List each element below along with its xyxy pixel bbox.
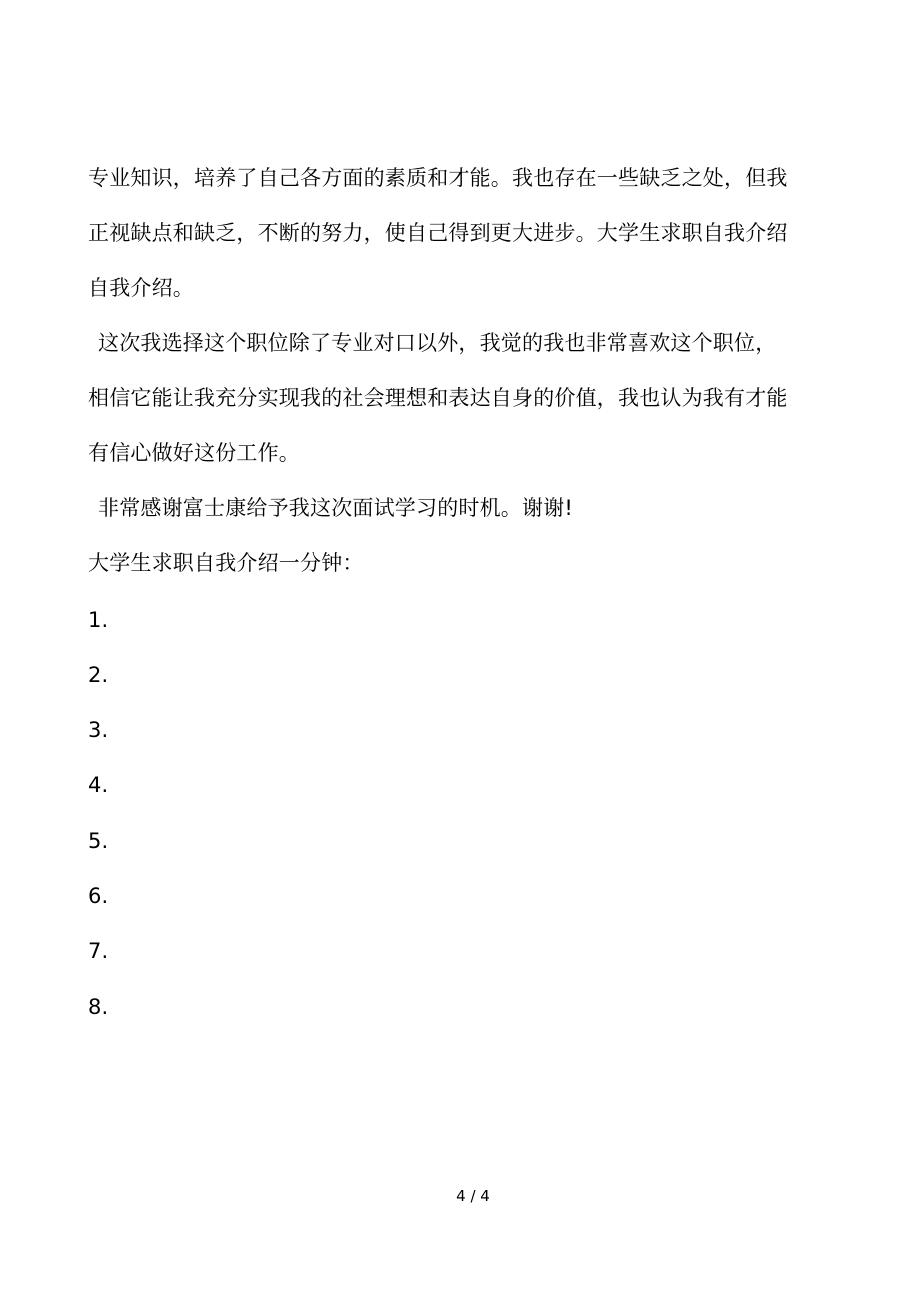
paragraph-1-line-2: 正视缺点和缺乏，不断的努力，使自己得到更大进步。大学生求职自我介绍 — [88, 221, 788, 245]
list-item: 1. — [88, 608, 109, 632]
paragraph-3: 非常感谢富士康给予我这次面试学习的时机。谢谢! — [98, 496, 574, 520]
list-item: 3. — [88, 718, 109, 742]
list-item: 5. — [88, 829, 109, 853]
paragraph-2-line-3: 有信心做好这份工作。 — [88, 441, 300, 465]
page-number: 4 / 4 — [456, 1187, 490, 1205]
list-item: 6. — [88, 884, 109, 908]
list-item: 4. — [88, 773, 109, 797]
list-item: 8. — [88, 995, 109, 1019]
list-heading: 大学生求职自我介绍一分钟： — [88, 551, 364, 575]
paragraph-1-line-3: 自我介绍。 — [88, 276, 194, 300]
paragraph-2-line-1: 这次我选择这个职位除了专业对口以外，我觉的我也非常喜欢这个职位， — [98, 331, 777, 355]
paragraph-1-line-1: 专业知识，培养了自己各方面的素质和才能。我也存在一些缺乏之处，但我 — [88, 166, 788, 190]
list-item: 7. — [88, 939, 109, 963]
list-item: 2. — [88, 663, 109, 687]
paragraph-2-line-2: 相信它能让我充分实现我的社会理想和表达自身的价值，我也认为我有才能 — [88, 386, 788, 410]
